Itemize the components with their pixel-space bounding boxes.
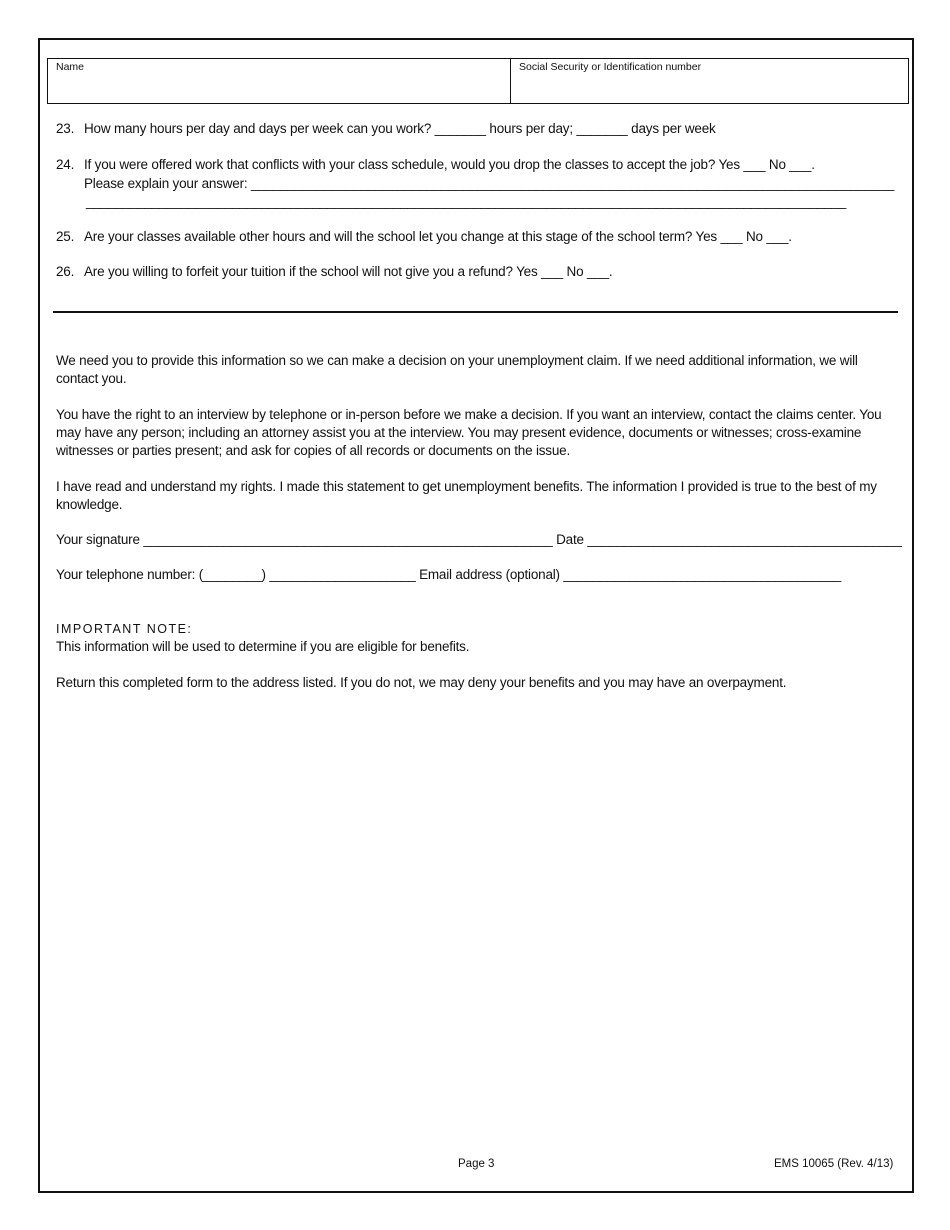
- note-return-text: Return this completed form to the address listed. If you do not, we may deny your benefits and you may have an overpayment.: [56, 675, 787, 690]
- info-paragraph: We need you to provide this information so we can make a decision on your unemployment claim. If we need additional information, we will contact you.: [56, 353, 858, 386]
- page-number: Page 3: [458, 1158, 495, 1170]
- question-23: [56, 121, 716, 136]
- question-text: Are you willing to forfeit your tuition if the school will not give you a refund? Yes ___ No ___.: [84, 264, 613, 279]
- question-text: If you were offered work that conflicts with your class schedule, would you drop the classes to accept the job? Yes ___ No ___.: [84, 157, 815, 172]
- question-24: [56, 157, 815, 172]
- page-border: [38, 38, 914, 1193]
- question-text: Are your classes available other hours and will the school let you change at this stage of the school term? Yes ___ No ___.: [84, 229, 792, 244]
- note-eligibility-text: This information will be used to determine if you are eligible for benefits.: [56, 639, 470, 654]
- question-number: 25.: [56, 229, 75, 244]
- signature-date-line[interactable]: Your signature ________________________________________________________ Date ___________________________________________: [56, 532, 902, 547]
- explain-answer-line-2[interactable]: ________________________________________________________________________________________________________: [86, 194, 847, 209]
- explain-answer-line[interactable]: Please explain your answer: ________________________________________________________________________________________: [84, 176, 895, 191]
- question-number: 23.: [56, 121, 75, 136]
- statement-paragraph: I have read and understand my rights. I made this statement to get unemployment benefits. The information I provided is true to the best of my knowledge.: [56, 479, 877, 512]
- form-id: EMS 10065 (Rev. 4/13): [774, 1158, 894, 1170]
- identification-box: [47, 58, 909, 104]
- name-label: Name: [56, 61, 85, 73]
- question-number: 24.: [56, 157, 75, 172]
- question-number: 26.: [56, 264, 75, 279]
- important-note-heading: IMPORTANT NOTE:: [56, 622, 193, 636]
- rights-paragraph: You have the right to an interview by telephone or in-person before we make a decision. If you want an interview, contact the claims center. You may have any person; including an attorney assist you at the interview. You may present evidence, documents or witnesses; cross-examine witnesses or parties present; and ask for copies of all records or documents on the issue.: [56, 407, 882, 458]
- question-25: [56, 229, 792, 244]
- question-26: [56, 264, 612, 279]
- name-field[interactable]: [48, 59, 511, 103]
- ssn-field[interactable]: [511, 59, 908, 103]
- section-divider: [53, 311, 898, 313]
- ssn-label: Social Security or Identification number: [519, 61, 702, 73]
- telephone-email-line[interactable]: Your telephone number: (________) ____________________ Email address (optional) ______________________________________: [56, 567, 842, 582]
- question-text: How many hours per day and days per week can you work? _______ hours per day; _______ days per week: [84, 121, 716, 136]
